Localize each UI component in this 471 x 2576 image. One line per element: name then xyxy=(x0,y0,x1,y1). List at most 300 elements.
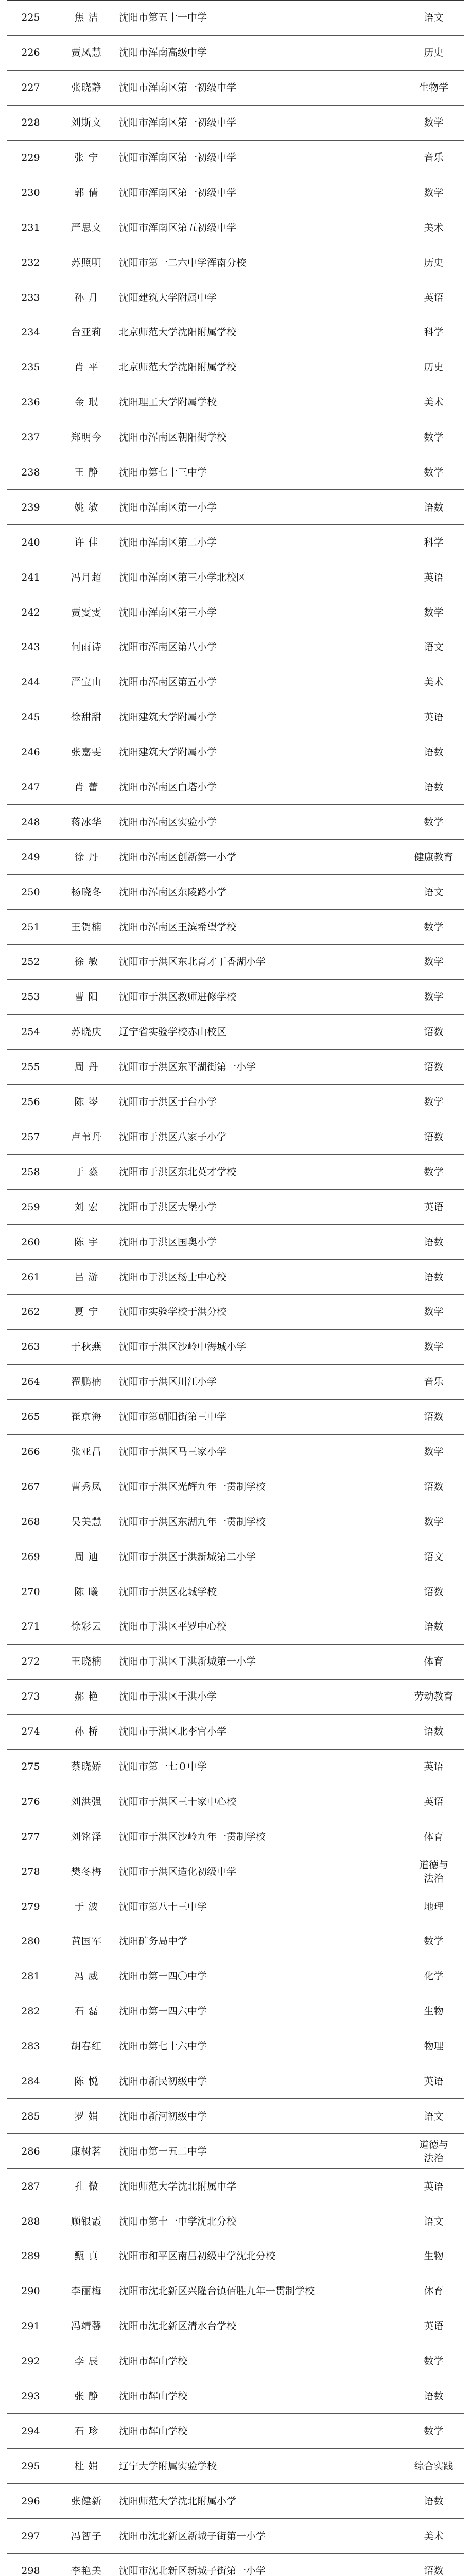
school-name-cell: 沈阳市浑南区东陵路小学 xyxy=(119,875,404,910)
school-name-cell: 沈阳市浑南区第五初级中学 xyxy=(119,210,404,245)
teacher-name-cell: 于 淼 xyxy=(54,1155,119,1190)
teacher-name-cell: 陈 曦 xyxy=(54,1574,119,1609)
teacher-name-cell: 姚 敏 xyxy=(54,490,119,525)
school-name-cell: 沈阳市浑南区第五小学 xyxy=(119,665,404,700)
school-name-cell: 沈阳市于洪区东北英才学校 xyxy=(119,1155,404,1190)
row-number-cell: 249 xyxy=(7,840,54,875)
row-number-cell: 260 xyxy=(7,1225,54,1260)
table-row xyxy=(7,2239,464,2274)
table-row xyxy=(7,2554,464,2576)
subject-cell: 科学 xyxy=(404,525,464,560)
teacher-name-cell: 何雨诗 xyxy=(54,630,119,665)
teacher-name-cell: 李丽梅 xyxy=(54,2274,119,2309)
teacher-name-cell: 蔡晓娇 xyxy=(54,1749,119,1784)
table-row xyxy=(7,455,464,490)
subject-cell: 健康教育 xyxy=(404,840,464,875)
school-name-cell: 沈阳市辉山学校 xyxy=(119,2379,404,2414)
row-number-cell: 231 xyxy=(7,210,54,245)
table-row xyxy=(7,735,464,770)
school-name-cell: 沈阳市第一四六中学 xyxy=(119,1994,404,2029)
row-number-cell: 227 xyxy=(7,70,54,105)
row-number-cell: 284 xyxy=(7,2064,54,2099)
row-number-cell: 270 xyxy=(7,1574,54,1609)
teacher-name-cell: 许 佳 xyxy=(54,525,119,560)
table-row xyxy=(7,175,464,210)
school-name-cell: 沈阳市于洪区杨士中心校 xyxy=(119,1260,404,1295)
table-row xyxy=(7,420,464,455)
row-number-cell: 229 xyxy=(7,140,54,175)
teacher-name-cell: 金 珉 xyxy=(54,385,119,420)
row-number-cell: 247 xyxy=(7,770,54,805)
subject-cell: 英语 xyxy=(404,2169,464,2204)
school-name-cell: 沈阳市于洪区八家子小学 xyxy=(119,1120,404,1155)
school-name-cell: 沈阳建筑大学附属小学 xyxy=(119,700,404,735)
school-name-cell: 沈阳市第一七０中学 xyxy=(119,1749,404,1784)
school-name-cell: 沈阳建筑大学附属中学 xyxy=(119,280,404,315)
school-name-cell: 沈阳市于洪区川江小学 xyxy=(119,1364,404,1399)
school-name-cell: 沈阳市沈北新区新城子街第一小学 xyxy=(119,2554,404,2576)
teacher-name-cell: 陈 岑 xyxy=(54,1084,119,1120)
teacher-name-cell: 夏 宁 xyxy=(54,1294,119,1329)
table-row xyxy=(7,2519,464,2554)
teacher-name-cell: 翟鹏楠 xyxy=(54,1364,119,1399)
school-name-cell: 沈阳市于洪区沙岭九年一贯制学校 xyxy=(119,1819,404,1854)
table-row xyxy=(7,805,464,840)
table-row xyxy=(7,1924,464,1959)
school-name-cell: 沈阳市于洪区三十家中心校 xyxy=(119,1784,404,1819)
subject-cell: 历史 xyxy=(404,245,464,280)
table-row xyxy=(7,1679,464,1714)
table-row xyxy=(7,945,464,980)
table-row xyxy=(7,525,464,560)
table-row xyxy=(7,1609,464,1644)
subject-cell: 语数 xyxy=(404,1574,464,1609)
roster-page xyxy=(7,0,464,2576)
subject-cell: 音乐 xyxy=(404,1364,464,1399)
teacher-name-cell: 刘斯文 xyxy=(54,105,119,140)
row-number-cell: 251 xyxy=(7,910,54,945)
teacher-name-cell: 苏晓庆 xyxy=(54,1014,119,1049)
table-row xyxy=(7,280,464,315)
school-name-cell: 沈阳市浑南区实验小学 xyxy=(119,805,404,840)
teacher-name-cell: 肖 平 xyxy=(54,350,119,385)
table-row xyxy=(7,1854,464,1889)
table-row xyxy=(7,1784,464,1819)
row-number-cell: 261 xyxy=(7,1260,54,1295)
school-name-cell: 沈阳市浑南区第八小学 xyxy=(119,630,404,665)
subject-cell: 数学 xyxy=(404,1084,464,1120)
teacher-name-cell: 冯靖馨 xyxy=(54,2309,119,2344)
subject-cell: 劳动教育 xyxy=(404,1679,464,1714)
table-row xyxy=(7,105,464,140)
school-name-cell: 沈阳市于洪区马三家小学 xyxy=(119,1434,404,1469)
teacher-name-cell: 张健新 xyxy=(54,2484,119,2519)
subject-cell: 数学 xyxy=(404,175,464,210)
row-number-cell: 240 xyxy=(7,525,54,560)
teacher-name-cell: 徐甜甜 xyxy=(54,700,119,735)
row-number-cell: 236 xyxy=(7,385,54,420)
school-name-cell: 沈阳市浑南区创新第一小学 xyxy=(119,840,404,875)
row-number-cell: 233 xyxy=(7,280,54,315)
row-number-cell: 295 xyxy=(7,2449,54,2484)
subject-cell: 数学 xyxy=(404,1155,464,1190)
row-number-cell: 286 xyxy=(7,2134,54,2169)
table-row xyxy=(7,490,464,525)
subject-cell: 语数 xyxy=(404,735,464,770)
teacher-name-cell: 张嘉雯 xyxy=(54,735,119,770)
table-row xyxy=(7,245,464,280)
school-name-cell: 沈阳理工大学附属学校 xyxy=(119,385,404,420)
subject-cell: 语数 xyxy=(404,1609,464,1644)
teacher-name-cell: 刘铭泽 xyxy=(54,1819,119,1854)
row-number-cell: 275 xyxy=(7,1749,54,1784)
subject-cell: 英语 xyxy=(404,2309,464,2344)
table-row xyxy=(7,840,464,875)
teacher-name-cell: 杜 娟 xyxy=(54,2449,119,2484)
subject-cell: 体育 xyxy=(404,1819,464,1854)
subject-cell: 美术 xyxy=(404,385,464,420)
school-name-cell: 沈阳市浑南区第三小学 xyxy=(119,595,404,630)
subject-cell: 语数 xyxy=(404,1469,464,1504)
subject-cell: 英语 xyxy=(404,1749,464,1784)
teacher-name-cell: 严思文 xyxy=(54,210,119,245)
row-number-cell: 267 xyxy=(7,1469,54,1504)
teacher-name-cell: 徐 敏 xyxy=(54,945,119,980)
subject-cell: 语数 xyxy=(404,1260,464,1295)
teacher-name-cell: 李艳美 xyxy=(54,2554,119,2576)
row-number-cell: 289 xyxy=(7,2239,54,2274)
subject-cell: 数学 xyxy=(404,945,464,980)
row-number-cell: 245 xyxy=(7,700,54,735)
row-number-cell: 226 xyxy=(7,35,54,70)
subject-cell: 数学 xyxy=(404,979,464,1014)
row-number-cell: 298 xyxy=(7,2554,54,2576)
subject-cell: 生物 xyxy=(404,2239,464,2274)
subject-cell: 历史 xyxy=(404,35,464,70)
school-name-cell: 沈阳市第一五二中学 xyxy=(119,2134,404,2169)
subject-cell: 语数 xyxy=(404,490,464,525)
table-row xyxy=(7,1749,464,1784)
subject-cell: 语数 xyxy=(404,770,464,805)
row-number-cell: 290 xyxy=(7,2274,54,2309)
table-row xyxy=(7,315,464,350)
school-name-cell: 沈阳市浑南区白塔小学 xyxy=(119,770,404,805)
subject-cell: 美术 xyxy=(404,210,464,245)
table-row xyxy=(7,2484,464,2519)
teacher-name-cell: 石 珍 xyxy=(54,2414,119,2449)
table-row xyxy=(7,770,464,805)
teacher-name-cell: 苏照明 xyxy=(54,245,119,280)
table-row xyxy=(7,910,464,945)
row-number-cell: 254 xyxy=(7,1014,54,1049)
table-row xyxy=(7,1994,464,2029)
subject-cell: 美术 xyxy=(404,2519,464,2554)
table-row xyxy=(7,1644,464,1679)
school-name-cell: 沈阳市浑南区朝阳街学校 xyxy=(119,420,404,455)
teacher-name-cell: 卢苇丹 xyxy=(54,1120,119,1155)
row-number-cell: 248 xyxy=(7,805,54,840)
teacher-name-cell: 刘 宏 xyxy=(54,1190,119,1225)
table-row xyxy=(7,2449,464,2484)
row-number-cell: 257 xyxy=(7,1120,54,1155)
row-number-cell: 264 xyxy=(7,1364,54,1399)
row-number-cell: 262 xyxy=(7,1294,54,1329)
row-number-cell: 266 xyxy=(7,1434,54,1469)
row-number-cell: 279 xyxy=(7,1889,54,1924)
teacher-name-cell: 王 静 xyxy=(54,455,119,490)
teacher-name-cell: 孙 月 xyxy=(54,280,119,315)
table-row xyxy=(7,1469,464,1504)
subject-cell: 数学 xyxy=(404,805,464,840)
teacher-name-cell: 王晓楠 xyxy=(54,1644,119,1679)
subject-cell: 语数 xyxy=(404,2484,464,2519)
row-number-cell: 288 xyxy=(7,2204,54,2239)
table-row xyxy=(7,1049,464,1084)
row-number-cell: 296 xyxy=(7,2484,54,2519)
school-name-cell: 北京师范大学沈阳附属学校 xyxy=(119,350,404,385)
school-name-cell: 沈阳市于洪区造化初级中学 xyxy=(119,1854,404,1889)
subject-cell: 数学 xyxy=(404,1924,464,1959)
table-row xyxy=(7,875,464,910)
table-row xyxy=(7,35,464,70)
subject-cell: 地理 xyxy=(404,1889,464,1924)
school-name-cell: 沈阳市沈北新区兴隆台镇佰胜九年一贯制学校 xyxy=(119,2274,404,2309)
subject-cell: 英语 xyxy=(404,1190,464,1225)
roster-table xyxy=(7,0,464,2576)
school-name-cell: 沈阳市于洪区于洪新城第一小学 xyxy=(119,1644,404,1679)
table-row xyxy=(7,1819,464,1854)
table-row xyxy=(7,1120,464,1155)
school-name-cell: 沈阳市沈北新区新城子街第一小学 xyxy=(119,2519,404,2554)
table-row xyxy=(7,2379,464,2414)
school-name-cell: 沈阳市新河初级中学 xyxy=(119,2099,404,2134)
table-row xyxy=(7,1329,464,1364)
row-number-cell: 256 xyxy=(7,1084,54,1120)
subject-cell: 道德与 法治 xyxy=(404,1854,464,1889)
row-number-cell: 274 xyxy=(7,1714,54,1749)
row-number-cell: 228 xyxy=(7,105,54,140)
subject-cell: 语文 xyxy=(404,630,464,665)
subject-cell: 生物学 xyxy=(404,70,464,105)
subject-cell: 生物 xyxy=(404,1994,464,2029)
table-row xyxy=(7,1364,464,1399)
school-name-cell: 沈阳市于洪区光辉九年一贯制学校 xyxy=(119,1469,404,1504)
table-row xyxy=(7,2274,464,2309)
school-name-cell: 沈阳市浑南区第一初级中学 xyxy=(119,175,404,210)
school-name-cell: 沈阳市第五十一中学 xyxy=(119,1,404,36)
teacher-name-cell: 冯月超 xyxy=(54,560,119,595)
teacher-name-cell: 张晓静 xyxy=(54,70,119,105)
subject-cell: 语文 xyxy=(404,2204,464,2239)
school-name-cell: 沈阳市第八十三中学 xyxy=(119,1889,404,1924)
row-number-cell: 250 xyxy=(7,875,54,910)
subject-cell: 数学 xyxy=(404,595,464,630)
row-number-cell: 230 xyxy=(7,175,54,210)
teacher-name-cell: 甄 真 xyxy=(54,2239,119,2274)
school-name-cell: 沈阳市第一四〇中学 xyxy=(119,1959,404,1994)
school-name-cell: 辽宁省实验学校赤山校区 xyxy=(119,1014,404,1049)
row-number-cell: 252 xyxy=(7,945,54,980)
teacher-name-cell: 郭 倩 xyxy=(54,175,119,210)
table-row xyxy=(7,2344,464,2379)
teacher-name-cell: 李 辰 xyxy=(54,2344,119,2379)
row-number-cell: 241 xyxy=(7,560,54,595)
school-name-cell: 沈阳市浑南区王滨希望学校 xyxy=(119,910,404,945)
subject-cell: 音乐 xyxy=(404,140,464,175)
row-number-cell: 291 xyxy=(7,2309,54,2344)
teacher-name-cell: 张 宁 xyxy=(54,140,119,175)
school-name-cell: 沈阳矿务局中学 xyxy=(119,1924,404,1959)
subject-cell: 物理 xyxy=(404,2029,464,2064)
school-name-cell: 沈阳市第一二六中学浑南分校 xyxy=(119,245,404,280)
row-number-cell: 297 xyxy=(7,2519,54,2554)
teacher-name-cell: 吴美慧 xyxy=(54,1504,119,1539)
table-row xyxy=(7,979,464,1014)
row-number-cell: 235 xyxy=(7,350,54,385)
school-name-cell: 沈阳师范大学沈北附属中学 xyxy=(119,2169,404,2204)
teacher-name-cell: 严宝山 xyxy=(54,665,119,700)
row-number-cell: 234 xyxy=(7,315,54,350)
table-row xyxy=(7,1155,464,1190)
school-name-cell: 辽宁大学附属实验学校 xyxy=(119,2449,404,2484)
subject-cell: 体育 xyxy=(404,1644,464,1679)
teacher-name-cell: 张 静 xyxy=(54,2379,119,2414)
row-number-cell: 280 xyxy=(7,1924,54,1959)
school-name-cell: 沈阳建筑大学附属小学 xyxy=(119,735,404,770)
row-number-cell: 242 xyxy=(7,595,54,630)
school-name-cell: 沈阳市浑南区第一初级中学 xyxy=(119,140,404,175)
school-name-cell: 沈阳市于洪区于台小学 xyxy=(119,1084,404,1120)
school-name-cell: 沈阳市第七十三中学 xyxy=(119,455,404,490)
teacher-name-cell: 肖 蕾 xyxy=(54,770,119,805)
subject-cell: 语数 xyxy=(404,1225,464,1260)
school-name-cell: 沈阳市浑南区第三小学北校区 xyxy=(119,560,404,595)
subject-cell: 科学 xyxy=(404,315,464,350)
table-row xyxy=(7,1,464,36)
teacher-name-cell: 王贺楠 xyxy=(54,910,119,945)
school-name-cell: 沈阳市于洪区花城学校 xyxy=(119,1574,404,1609)
row-number-cell: 272 xyxy=(7,1644,54,1679)
teacher-name-cell: 徐 丹 xyxy=(54,840,119,875)
table-row xyxy=(7,665,464,700)
subject-cell: 语数 xyxy=(404,2554,464,2576)
teacher-name-cell: 康树茗 xyxy=(54,2134,119,2169)
table-row xyxy=(7,1399,464,1434)
subject-cell: 语数 xyxy=(404,1399,464,1434)
teacher-name-cell: 黄国军 xyxy=(54,1924,119,1959)
subject-cell: 综合实践 xyxy=(404,2449,464,2484)
school-name-cell: 沈阳市浑南高级中学 xyxy=(119,35,404,70)
school-name-cell: 沈阳市于洪区大堡小学 xyxy=(119,1190,404,1225)
row-number-cell: 292 xyxy=(7,2344,54,2379)
subject-cell: 语文 xyxy=(404,1539,464,1574)
school-name-cell: 沈阳市于洪区于洪小学 xyxy=(119,1679,404,1714)
subject-cell: 数学 xyxy=(404,910,464,945)
school-name-cell: 沈阳市于洪区东北育才丁香湖小学 xyxy=(119,945,404,980)
teacher-name-cell: 周 丹 xyxy=(54,1049,119,1084)
table-row xyxy=(7,1014,464,1049)
table-row xyxy=(7,1504,464,1539)
table-row xyxy=(7,1539,464,1574)
subject-cell: 语文 xyxy=(404,1,464,36)
table-row xyxy=(7,2169,464,2204)
school-name-cell: 沈阳市于洪区北李官小学 xyxy=(119,1714,404,1749)
row-number-cell: 285 xyxy=(7,2099,54,2134)
subject-cell: 道德与 法治 xyxy=(404,2134,464,2169)
school-name-cell: 沈阳市第七十六中学 xyxy=(119,2029,404,2064)
teacher-name-cell: 曹秀凤 xyxy=(54,1469,119,1504)
subject-cell: 语数 xyxy=(404,2379,464,2414)
teacher-name-cell: 刘洪强 xyxy=(54,1784,119,1819)
teacher-name-cell: 曹 阳 xyxy=(54,979,119,1014)
table-row xyxy=(7,1294,464,1329)
teacher-name-cell: 石 磊 xyxy=(54,1994,119,2029)
row-number-cell: 255 xyxy=(7,1049,54,1084)
table-row xyxy=(7,1084,464,1120)
row-number-cell: 269 xyxy=(7,1539,54,1574)
school-name-cell: 北京师范大学沈阳附属学校 xyxy=(119,315,404,350)
subject-cell: 英语 xyxy=(404,280,464,315)
school-name-cell: 沈阳市浑南区第二小学 xyxy=(119,525,404,560)
school-name-cell: 沈阳市和平区南昌初级中学沈北分校 xyxy=(119,2239,404,2274)
subject-cell: 数学 xyxy=(404,455,464,490)
school-name-cell: 沈阳市新民初级中学 xyxy=(119,2064,404,2099)
school-name-cell: 沈阳市于洪区东湖九年一贯制学校 xyxy=(119,1504,404,1539)
table-row xyxy=(7,1959,464,1994)
row-number-cell: 243 xyxy=(7,630,54,665)
row-number-cell: 273 xyxy=(7,1679,54,1714)
row-number-cell: 283 xyxy=(7,2029,54,2064)
table-row xyxy=(7,2029,464,2064)
teacher-name-cell: 陈 悦 xyxy=(54,2064,119,2099)
table-row xyxy=(7,385,464,420)
teacher-name-cell: 张亚吕 xyxy=(54,1434,119,1469)
row-number-cell: 276 xyxy=(7,1784,54,1819)
table-row xyxy=(7,630,464,665)
table-row xyxy=(7,70,464,105)
school-name-cell: 沈阳市浑南区第一小学 xyxy=(119,490,404,525)
row-number-cell: 268 xyxy=(7,1504,54,1539)
subject-cell: 美术 xyxy=(404,665,464,700)
teacher-name-cell: 焦 洁 xyxy=(54,1,119,36)
row-number-cell: 278 xyxy=(7,1854,54,1889)
teacher-name-cell: 冯智子 xyxy=(54,2519,119,2554)
table-row xyxy=(7,1434,464,1469)
school-name-cell: 沈阳市于洪区教师进修学校 xyxy=(119,979,404,1014)
row-number-cell: 238 xyxy=(7,455,54,490)
row-number-cell: 258 xyxy=(7,1155,54,1190)
teacher-name-cell: 徐彩云 xyxy=(54,1609,119,1644)
school-name-cell: 沈阳市于洪区平罗中心校 xyxy=(119,1609,404,1644)
teacher-name-cell: 罗 娟 xyxy=(54,2099,119,2134)
subject-cell: 语数 xyxy=(404,1014,464,1049)
table-row xyxy=(7,1190,464,1225)
subject-cell: 体育 xyxy=(404,2274,464,2309)
subject-cell: 数学 xyxy=(404,2414,464,2449)
teacher-name-cell: 孔 微 xyxy=(54,2169,119,2204)
row-number-cell: 259 xyxy=(7,1190,54,1225)
subject-cell: 数学 xyxy=(404,1294,464,1329)
teacher-name-cell: 胡春红 xyxy=(54,2029,119,2064)
teacher-name-cell: 冯 威 xyxy=(54,1959,119,1994)
row-number-cell: 232 xyxy=(7,245,54,280)
table-row xyxy=(7,2134,464,2169)
subject-cell: 化学 xyxy=(404,1959,464,1994)
subject-cell: 英语 xyxy=(404,2064,464,2099)
subject-cell: 数学 xyxy=(404,105,464,140)
teacher-name-cell: 郑明今 xyxy=(54,420,119,455)
teacher-name-cell: 蒋冰华 xyxy=(54,805,119,840)
